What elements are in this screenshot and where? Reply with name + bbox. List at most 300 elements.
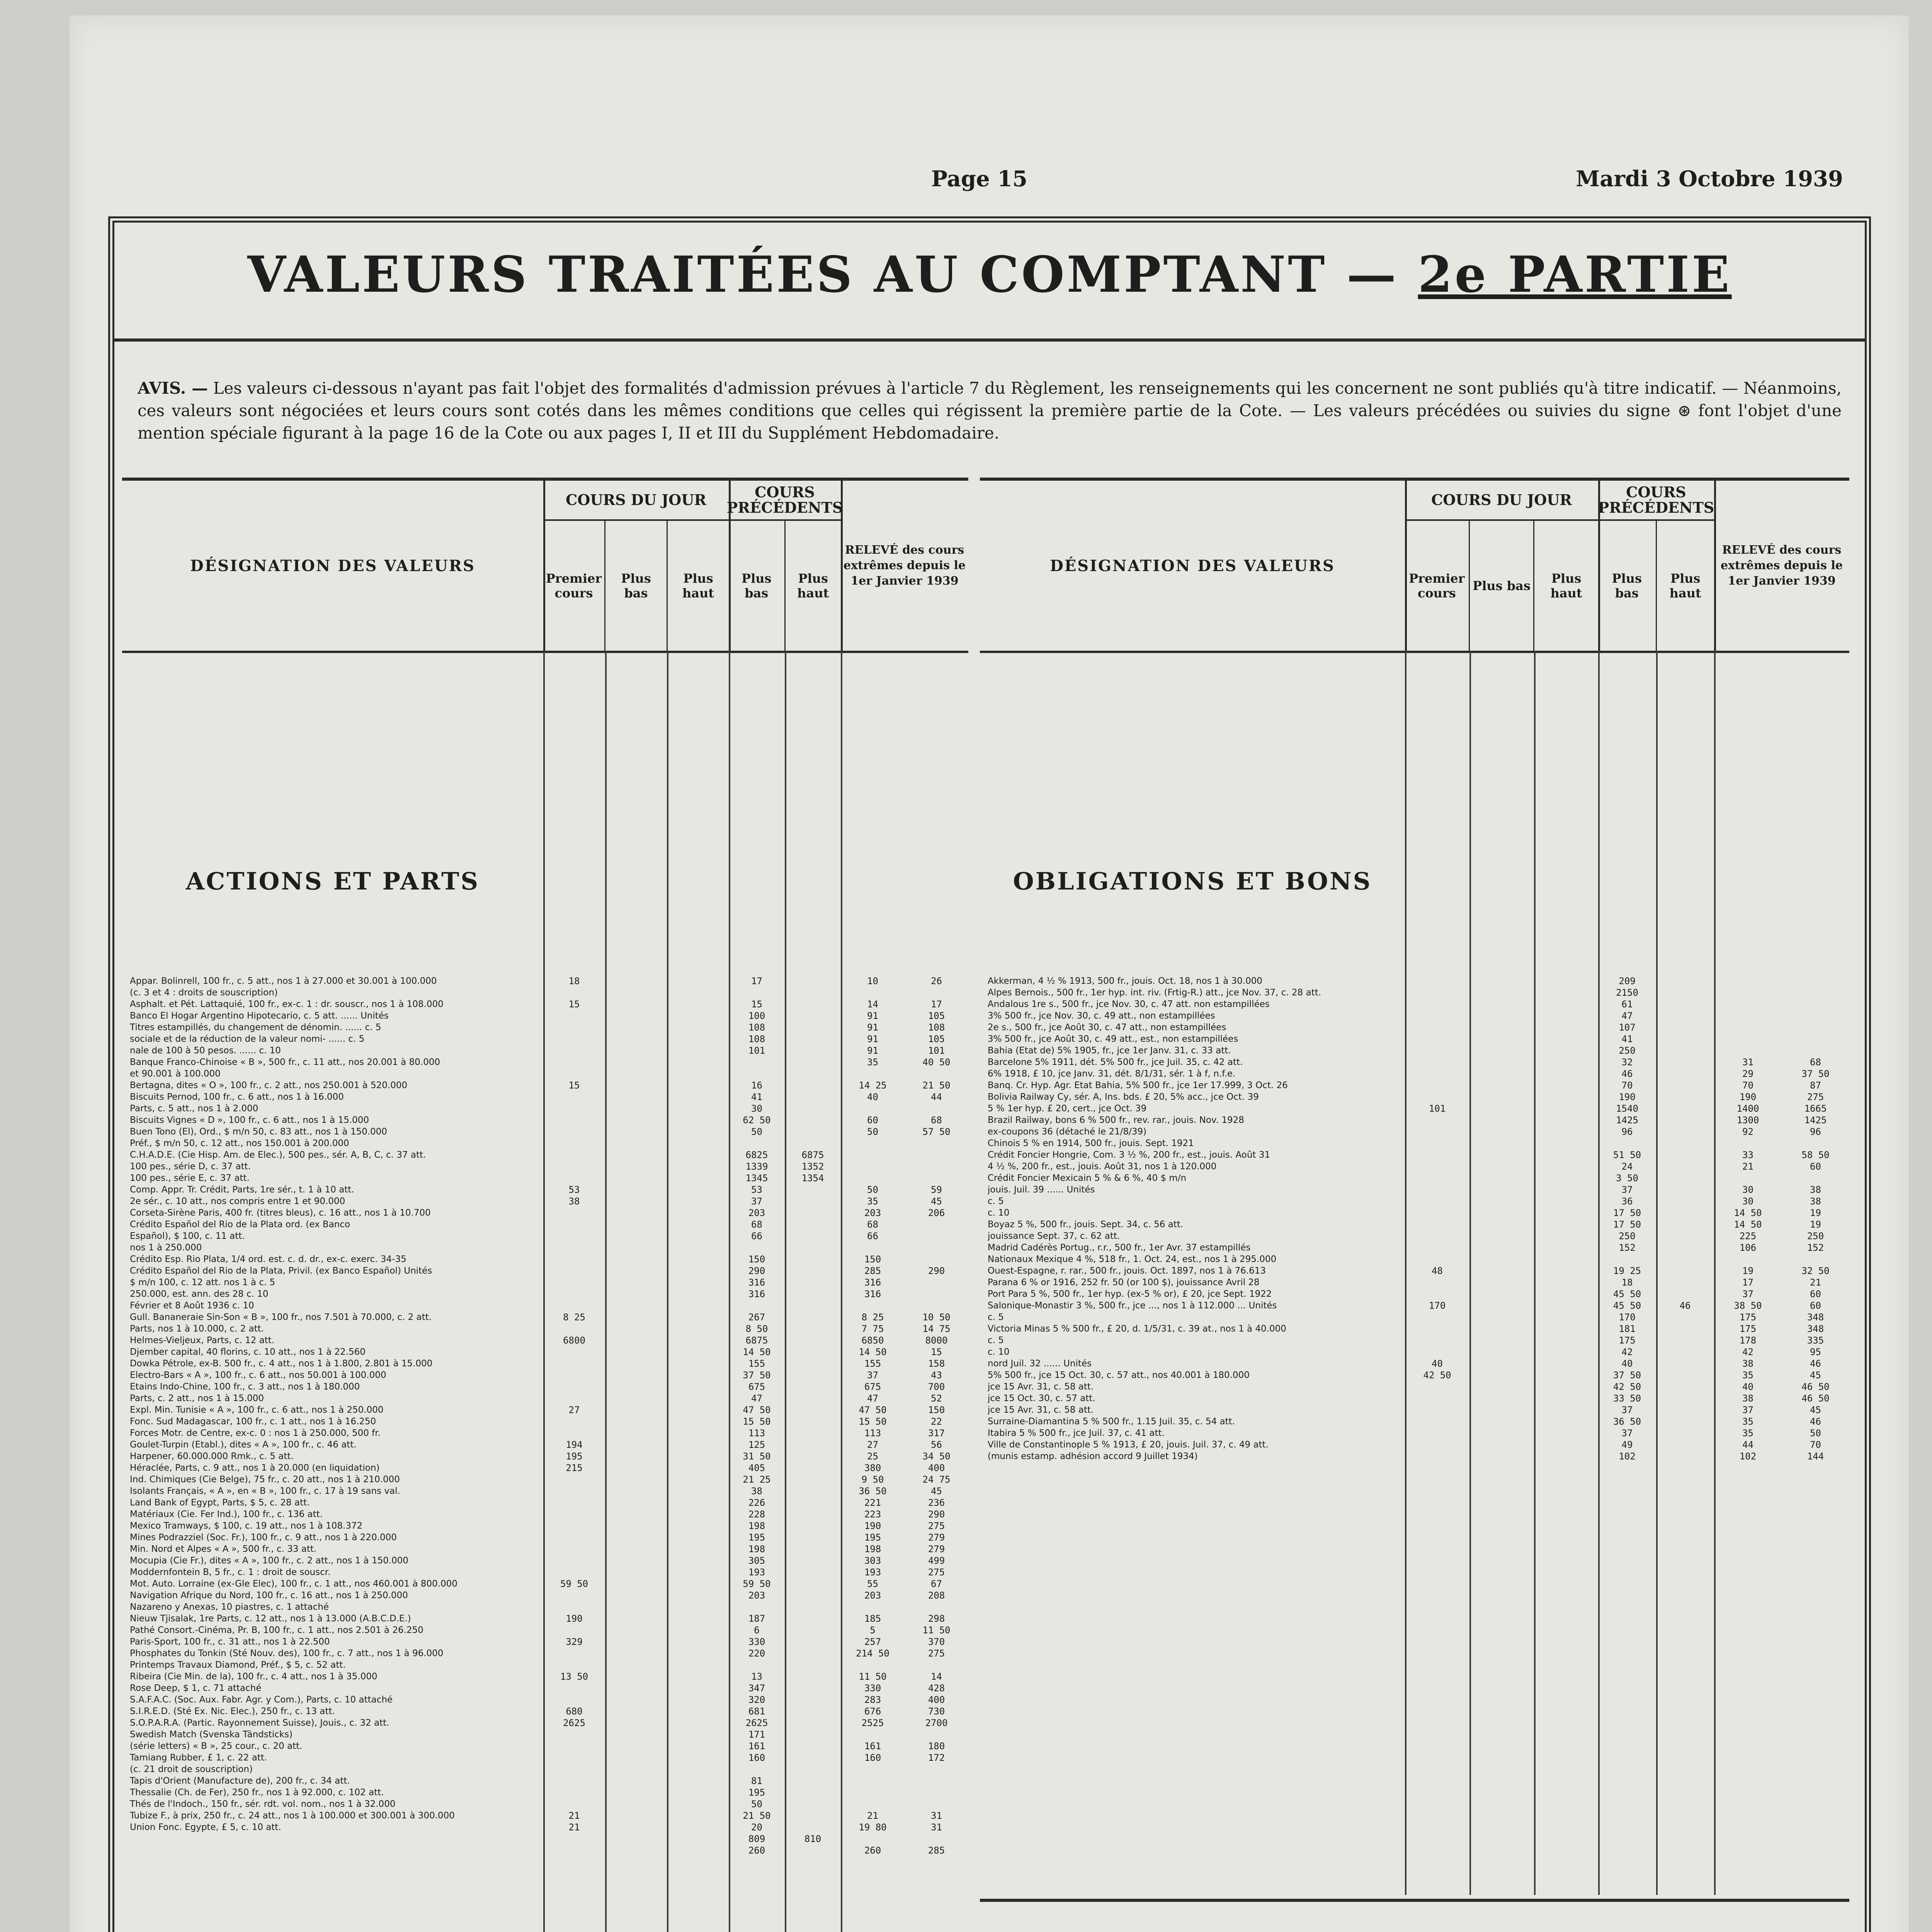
quote-value-r1: 55 <box>867 1578 878 1589</box>
security-name: Expl. Min. Tunisie « A », 100 fr., c. 6 att., nos 1 à 250.000 <box>130 1405 384 1415</box>
security-name: Matériaux (Cie. Fer Ind.), 100 fr., c. 136 att. <box>130 1509 323 1519</box>
quote-value-r1: 37 <box>1742 1289 1753 1299</box>
quote-value-r2: 60 <box>1810 1300 1821 1311</box>
security-name: Tapis d'Orient (Manufacture de), 200 fr., c. 34 att. <box>130 1776 350 1786</box>
quote-value-r1: 91 <box>867 1022 878 1033</box>
quote-value-r2: 290 <box>928 1265 945 1276</box>
quote-value-r1: 160 <box>864 1752 881 1763</box>
security-name: Etains Indo-Chine, 100 fr., c. 3 att., nos 1 à 180.000 <box>130 1382 360 1392</box>
quote-value-pb: 290 <box>748 1265 765 1276</box>
quote-row <box>980 1335 1849 1346</box>
quote-value-ph: 1352 <box>801 1161 824 1172</box>
quote-value-r1: 50 <box>867 1184 878 1195</box>
security-name: Biscuits Pernod, 100 fr., c. 6 att., nos 1 à 16.000 <box>130 1092 344 1102</box>
quote-value-pb: 38 <box>751 1486 762 1497</box>
quote-value-p: 59 50 <box>560 1578 588 1589</box>
quote-row <box>122 1706 968 1717</box>
quote-value-r1: 193 <box>864 1567 881 1578</box>
security-name: $ m/n 100, c. 12 att. nos 1 à c. 5 <box>130 1277 276 1287</box>
quote-value-pb: 107 <box>1619 1022 1636 1033</box>
security-name: Crédit Foncier Mexicain 5 % & 6 %, 40 $ m/n <box>988 1173 1187 1183</box>
quote-row <box>122 1207 968 1219</box>
quote-value-r2: 96 <box>1810 1126 1821 1137</box>
security-name: Pathé Consort.-Cinéma, Pr. B, 100 fr., c. 1 att., nos 2.501 à 26.250 <box>130 1625 423 1635</box>
quote-value-pb: 37 <box>1621 1184 1633 1195</box>
quote-value-r2: 499 <box>928 1555 945 1566</box>
quote-row <box>122 1543 968 1555</box>
quote-row <box>122 975 968 987</box>
quote-value-p: 13 50 <box>560 1671 588 1682</box>
right-plus-bas-header: Plus bas <box>1470 521 1535 651</box>
quote-value-pb: 195 <box>748 1532 765 1543</box>
quote-value-pb: 198 <box>748 1520 765 1531</box>
quote-row <box>980 1114 1849 1126</box>
quote-row <box>980 1253 1849 1265</box>
quote-row <box>122 1219 968 1230</box>
quote-row <box>122 1439 968 1451</box>
quote-row <box>122 1566 968 1578</box>
quote-value-r2: 19 <box>1810 1208 1821 1218</box>
quote-value-r2: 26 <box>931 976 942 986</box>
security-name: jce 15 Avr. 31, c. 58 att. <box>988 1382 1094 1392</box>
security-name: Forces Motr. de Centre, ex-c. 0 : nos 1 à 250.000, 500 fr. <box>130 1428 381 1438</box>
security-name: c. 5 <box>988 1335 1004 1345</box>
quote-row <box>980 1381 1849 1393</box>
security-name: Nieuw Tjisalak, 1re Parts, c. 12 att., nos 1 à 13.000 (A.B.C.D.E.) <box>130 1614 411 1624</box>
quote-value-pb: 150 <box>748 1254 765 1265</box>
quote-value-r1: 47 50 <box>859 1405 887 1415</box>
security-name: Héraclée, Parts, c. 9 att., nos 1 à 20.000 (en liquidation) <box>130 1463 380 1473</box>
security-name: Phosphates du Tonkin (Sté Nouv. des), 100 fr., c. 7 att., nos 1 à 96.000 <box>130 1648 444 1658</box>
quote-row <box>122 1474 968 1485</box>
quote-value-pb: 113 <box>748 1428 765 1439</box>
quote-value-r1: 214 50 <box>856 1648 889 1659</box>
left-cours-prec-title: COURS PRÉCÉDENTS <box>729 481 841 521</box>
quote-value-ph: 6875 <box>801 1150 824 1160</box>
quote-value-r2: 67 <box>931 1578 942 1589</box>
quote-value-r2: 206 <box>928 1208 945 1218</box>
security-name: Ouest-Espagne, r. rar., 500 fr., jouis. Oct. 1897, nos 1 à 76.613 <box>988 1266 1266 1276</box>
quote-value-pb: 1345 <box>745 1173 768 1184</box>
quote-value-r1: 195 <box>864 1532 881 1543</box>
quote-value-r2: 40 50 <box>922 1057 951 1068</box>
quote-value-r2: 50 <box>1810 1428 1821 1439</box>
quote-value-r1: 223 <box>864 1509 881 1520</box>
quote-value-r2: 68 <box>931 1115 942 1126</box>
right-premier-header: Premier cours <box>1405 521 1470 651</box>
quote-row <box>122 1810 968 1821</box>
notices-title <box>980 1902 1849 1932</box>
quote-value-r1: 260 <box>864 1845 881 1856</box>
quote-row <box>980 1358 1849 1369</box>
quote-value-pb: 203 <box>748 1208 765 1218</box>
quote-row <box>122 1613 968 1624</box>
quote-value-pb: 18 <box>1621 1277 1633 1288</box>
quote-value-r2: 34 50 <box>922 1451 951 1462</box>
quote-row <box>980 1080 1849 1091</box>
main-frame <box>108 216 1871 1932</box>
quote-value-pb: 6825 <box>745 1150 768 1160</box>
quote-value-pb: 32 <box>1621 1057 1633 1068</box>
quote-row <box>122 1161 968 1172</box>
security-name: Printemps Travaux Diamond, Préf., $ 5, c. 52 att. <box>130 1660 346 1670</box>
security-name: Boyaz 5 %, 500 fr., jouis. Sept. 34, c. 56 att. <box>988 1219 1184 1230</box>
left-prec-haut-header: Plus haut <box>797 571 829 600</box>
security-name: Bertagna, dites « O », 100 fr., c. 2 att., nos 250.001 à 520.000 <box>130 1080 408 1090</box>
quote-row <box>122 1601 968 1613</box>
quote-row <box>122 1091 968 1103</box>
quote-value-r1: 303 <box>864 1555 881 1566</box>
quote-row <box>122 1393 968 1404</box>
quote-value-pb: 2625 <box>745 1718 768 1728</box>
quote-row <box>980 1149 1849 1161</box>
quote-value-ph: 46 <box>1679 1300 1691 1311</box>
quote-row <box>122 1775 968 1787</box>
quote-row <box>980 1207 1849 1219</box>
quote-value-pb: 51 50 <box>1613 1150 1641 1160</box>
quote-value-pb: 267 <box>748 1312 765 1323</box>
quote-row <box>980 1172 1849 1184</box>
quote-value-pb: 1425 <box>1616 1115 1638 1126</box>
quote-value-r2: 46 50 <box>1801 1381 1830 1392</box>
quote-value-r1: 175 <box>1739 1323 1757 1334</box>
notice-lead: AVIS. — <box>138 379 208 398</box>
quote-value-r2: 428 <box>928 1683 945 1694</box>
security-name: Banq. Cr. Hyp. Agr. Etat Bahia, 5% 500 fr., jce 1er 17.999, 3 Oct. 26 <box>988 1080 1288 1090</box>
quote-value-pb: 37 50 <box>743 1370 771 1381</box>
right-cours-jour-group <box>1405 481 1600 651</box>
quote-value-r2: 348 <box>1807 1312 1824 1323</box>
quote-row <box>980 1416 1849 1427</box>
quote-value-p: 215 <box>566 1463 583 1473</box>
right-designation-header: DÉSIGNATION DES VALEURS <box>980 481 1407 651</box>
security-name: Crédito Esp. Rio Plata, 1/4 ord. est. c. d. dr., ex-c. exerc. 34-35 <box>130 1254 406 1264</box>
quote-value-pb: 41 <box>1621 1034 1633 1044</box>
quote-value-r2: 17 <box>931 999 942 1010</box>
quote-row <box>980 1045 1849 1056</box>
quote-value-r1: 92 <box>1742 1126 1753 1137</box>
quote-row <box>122 1636 968 1648</box>
quote-value-r2: 19 <box>1810 1219 1821 1230</box>
quote-value-r2: 172 <box>928 1752 945 1763</box>
quote-value-r1: 178 <box>1739 1335 1757 1346</box>
quote-value-r2: 21 <box>1810 1277 1821 1288</box>
security-name: Banco El Hogar Argentino Hipotecario, c. 5 att. ...... Unités <box>130 1011 389 1021</box>
quote-row <box>122 1033 968 1045</box>
quote-row <box>122 1648 968 1659</box>
quote-value-pb: 33 50 <box>1613 1393 1641 1404</box>
quote-value-r1: 330 <box>864 1683 881 1694</box>
quote-value-pb: 170 <box>1619 1312 1636 1323</box>
quote-value-pb: 24 <box>1621 1161 1633 1172</box>
quote-value-r2: 45 <box>931 1486 942 1497</box>
quote-value-r1: 7 75 <box>861 1323 884 1334</box>
quote-value-p: 190 <box>566 1613 583 1624</box>
left-plus-haut-header: Plus haut <box>682 571 714 600</box>
quote-value-r2: 68 <box>1810 1057 1821 1068</box>
quote-value-pb: 405 <box>748 1463 765 1473</box>
quote-value-r1: 14 50 <box>1734 1219 1762 1230</box>
quote-value-r1: 44 <box>1742 1439 1753 1450</box>
quote-row <box>980 1369 1849 1381</box>
security-name: nord Juil. 32 ...... Unités <box>988 1359 1092 1369</box>
security-name: Moddernfontein B, 5 fr., c. 1 : droit de souscr. <box>130 1567 331 1577</box>
quote-value-r1: 50 <box>867 1126 878 1137</box>
quote-row <box>122 1114 968 1126</box>
company-notices <box>980 1899 1849 1932</box>
security-name: Mexico Tramways, $ 100, c. 19 att., nos 1 à 108.372 <box>130 1521 363 1531</box>
quote-value-pb: 21 25 <box>743 1474 771 1485</box>
quote-row <box>980 1068 1849 1080</box>
quote-value-r1: 37 <box>1742 1405 1753 1415</box>
quote-value-r2: 2700 <box>925 1718 948 1728</box>
quote-value-r1: 150 <box>864 1254 881 1265</box>
quote-row <box>980 1393 1849 1404</box>
page-sheet <box>70 15 1909 1932</box>
title-rule <box>114 338 1865 342</box>
security-name: (c. 21 droit de souscription) <box>130 1764 253 1774</box>
quote-row <box>980 1288 1849 1300</box>
quote-value-pb: 175 <box>1619 1335 1636 1346</box>
quote-row <box>122 1729 968 1740</box>
left-premier-header: Premier cours <box>543 521 605 651</box>
quote-value-r1: 38 <box>1742 1358 1753 1369</box>
quote-value-r2: 275 <box>928 1520 945 1531</box>
quote-value-r2: 208 <box>928 1590 945 1601</box>
quote-value-r1: 2525 <box>861 1718 884 1728</box>
security-name: S.O.P.A.R.A. (Partic. Rayonnement Suisse), Jouis., c. 32 att. <box>130 1718 389 1728</box>
quote-value-p: 38 <box>568 1196 580 1207</box>
quote-value-r2: 400 <box>928 1694 945 1705</box>
security-name: Brazil Railway, bons 6 % 500 fr., rev. rar., jouis. Nov. 1928 <box>988 1115 1244 1125</box>
security-name: jouissance Sept. 37, c. 62 att. <box>988 1231 1120 1241</box>
quote-row <box>122 1080 968 1091</box>
security-name: 3% 500 fr., jce Nov. 30, c. 49 att., non estampillées <box>988 1011 1215 1021</box>
quote-value-pb: 47 50 <box>743 1405 771 1415</box>
quote-row <box>122 1532 968 1543</box>
quote-row <box>122 1845 968 1856</box>
quote-value-r1: 35 <box>1742 1428 1753 1439</box>
quote-value-r2: 15 <box>931 1347 942 1357</box>
left-table-header <box>122 481 968 653</box>
quote-row <box>980 1184 1849 1196</box>
quote-row <box>122 1590 968 1601</box>
quote-value-r1: 35 <box>1742 1370 1753 1381</box>
quote-value-pb: 21 50 <box>743 1810 771 1821</box>
quote-value-r2: 158 <box>928 1358 945 1369</box>
security-name: nos 1 à 250.000 <box>130 1243 202 1253</box>
left-rows <box>122 975 968 1856</box>
security-name: Bolivia Railway Cy, sér. A, Ins. bds. £ 20, 5% acc., jce Oct. 39 <box>988 1092 1259 1102</box>
quote-value-r1: 29 <box>1742 1068 1753 1079</box>
quote-value-r2: 1425 <box>1804 1115 1827 1126</box>
quote-value-ph: 1354 <box>801 1173 824 1184</box>
quote-value-r2: 180 <box>928 1741 945 1752</box>
security-name: Parana 6 % or 1916, 252 fr. 50 (or 100 $), jouissance Avril 28 <box>988 1277 1260 1287</box>
quote-value-p: 40 <box>1432 1358 1443 1369</box>
security-name: 2e s., 500 fr., jce Août 30, c. 47 att., non estampillées <box>988 1022 1226 1032</box>
security-name: Tubize F., à prix, 250 fr., c. 24 att., nos 1 à 100.000 et 300.001 à 300.000 <box>130 1811 455 1821</box>
security-name: Chinois 5 % en 1914, 500 fr., jouis. Sept. 1921 <box>988 1138 1194 1148</box>
quote-value-r2: 31 <box>931 1810 942 1821</box>
quote-value-pb: 220 <box>748 1648 765 1659</box>
quote-value-r2: 298 <box>928 1613 945 1624</box>
quote-value-r2: 279 <box>928 1544 945 1554</box>
quote-value-r2: 285 <box>928 1845 945 1856</box>
quote-value-pb: 42 <box>1621 1347 1633 1357</box>
quote-row <box>122 1358 968 1369</box>
security-name: Min. Nord et Alpes « A », 500 fr., c. 33 att. <box>130 1544 317 1554</box>
security-name: C.H.A.D.E. (Cie Hisp. Am. de Elec.), 500 pes., sér. A, B, C, c. 37 att. <box>130 1150 426 1160</box>
security-name: Ind. Chimiques (Cie Belge), 75 fr., c. 20 att., nos 1 à 210.000 <box>130 1475 400 1485</box>
quote-value-pb: 13 <box>751 1671 762 1682</box>
quote-value-r1: 19 80 <box>859 1822 887 1833</box>
quote-value-r1: 285 <box>864 1265 881 1276</box>
security-name: Salonique-Monastir 3 %, 500 fr., jce ..., nos 1 à 112.000 ... Unités <box>988 1301 1277 1311</box>
quote-value-r1: 676 <box>864 1706 881 1717</box>
quote-row <box>122 1300 968 1311</box>
quote-value-pb: 260 <box>748 1845 765 1856</box>
quote-value-p: 48 <box>1432 1265 1443 1276</box>
quote-value-r1: 190 <box>1739 1092 1757 1102</box>
page-date: Mardi 3 Octobre 1939 <box>1576 166 1843 192</box>
quote-value-r1: 106 <box>1739 1242 1757 1253</box>
left-releve-header: RELEVÉ des cours extrêmes depuis le 1er Janvier 1939 <box>844 543 966 588</box>
quote-row <box>980 1091 1849 1103</box>
quote-value-r1: 113 <box>864 1428 881 1439</box>
security-name: Mocupia (Cie Fr.), dites « A », 100 fr., c. 2 att., nos 1 à 150.000 <box>130 1556 409 1566</box>
quote-value-r1: 38 <box>1742 1393 1753 1404</box>
quote-value-r1: 675 <box>864 1381 881 1392</box>
quote-value-r2: 37 50 <box>1801 1068 1830 1079</box>
security-name: Akkerman, 4 ½ % 1913, 500 fr., jouis. Oct. 18, nos 1 à 30.000 <box>988 976 1262 986</box>
quote-value-r1: 155 <box>864 1358 881 1369</box>
quote-row <box>980 1242 1849 1253</box>
quote-value-r2: 279 <box>928 1532 945 1543</box>
quote-value-p: 170 <box>1429 1300 1446 1311</box>
security-name: Comp. Appr. Tr. Crédit, Parts, 1re sér., t. 1 à 10 att. <box>130 1185 354 1195</box>
quote-value-pb: 40 <box>1621 1358 1633 1369</box>
quote-row <box>122 1335 968 1346</box>
quote-row <box>122 1427 968 1439</box>
security-name: jce 15 Avr. 31, c. 58 att. <box>988 1405 1094 1415</box>
quote-value-r1: 225 <box>1739 1231 1757 1242</box>
security-name: Préf., $ m/n 50, c. 12 att., nos 150.001 à 200.000 <box>130 1138 349 1148</box>
quote-row <box>980 1323 1849 1335</box>
quote-value-r1: 380 <box>864 1463 881 1473</box>
quote-value-r1: 36 50 <box>859 1486 887 1497</box>
security-name: c. 10 <box>988 1208 1010 1218</box>
quote-value-p: 42 50 <box>1423 1370 1451 1381</box>
quote-value-r2: 24 75 <box>922 1474 951 1485</box>
security-name: Paris-Sport, 100 fr., c. 31 att., nos 1 à 22.500 <box>130 1637 330 1647</box>
security-name: 5 % 1er hyp. £ 20, cert., jce Oct. 39 <box>988 1104 1147 1114</box>
right-cours-prec-group <box>1598 481 1716 651</box>
quote-value-pb: 59 50 <box>743 1578 771 1589</box>
security-name: Dowka Pétrole, ex-B. 500 fr., c. 4 att., nos 1 à 1.800, 2.801 à 15.000 <box>130 1359 433 1369</box>
quote-value-r2: 57 50 <box>922 1126 951 1137</box>
right-rows <box>980 975 1849 1462</box>
security-name: Parts, c. 2 att., nos 1 à 15.000 <box>130 1393 264 1403</box>
right-column <box>980 478 1849 1932</box>
quote-value-p: 27 <box>568 1405 580 1415</box>
quote-value-pb: 330 <box>748 1636 765 1647</box>
quote-value-p: 53 <box>568 1184 580 1195</box>
quote-value-p: 2625 <box>563 1718 585 1728</box>
quote-value-r1: 37 <box>867 1370 878 1381</box>
quote-value-p: 15 <box>568 999 580 1010</box>
quote-value-r2: 46 <box>1810 1416 1821 1427</box>
quote-value-pb: 31 50 <box>743 1451 771 1462</box>
quote-value-p: 15 <box>568 1080 580 1091</box>
quote-value-pb: 46 <box>1621 1068 1633 1079</box>
quote-value-pb: 70 <box>1621 1080 1633 1091</box>
quote-value-r1: 14 50 <box>859 1347 887 1357</box>
quote-row <box>122 1509 968 1520</box>
quote-value-r2: 52 <box>931 1393 942 1404</box>
quote-value-r2: 105 <box>928 1034 945 1044</box>
quote-value-pb: 15 50 <box>743 1416 771 1427</box>
security-name: 3% 500 fr., jce Août 30, c. 49 att., est., non estampillées <box>988 1034 1238 1044</box>
quote-value-r1: 70 <box>1742 1080 1753 1091</box>
left-plus-bas-header: Plus bas <box>605 521 668 651</box>
security-name: (série letters) « B », 25 cour., c. 20 att. <box>130 1741 303 1751</box>
quote-value-r1: 21 <box>867 1810 878 1821</box>
quote-value-pb: 36 50 <box>1613 1416 1641 1427</box>
quote-value-ph: 810 <box>804 1833 821 1844</box>
quote-value-pb: 100 <box>748 1010 765 1021</box>
quote-value-pb: 53 <box>751 1184 762 1195</box>
quote-value-pb: 37 <box>1621 1428 1633 1439</box>
security-name: Madrid Cadérès Portug., r.r., 500 fr., 1er Avr. 37 estampillés <box>988 1243 1251 1253</box>
security-name: 2e sér., c. 10 att., nos compris entre 1 et 90.000 <box>130 1196 345 1206</box>
security-name: Barcelone 5% 1911, dét. 5% 500 fr., jce Juil. 35, c. 42 att. <box>988 1057 1243 1067</box>
quote-row <box>122 1555 968 1566</box>
quote-row <box>122 1821 968 1833</box>
quote-value-r1: 21 <box>1742 1161 1753 1172</box>
quote-value-r2: 45 <box>1810 1405 1821 1415</box>
security-name: Alpes Bernois., 500 fr., 1er hyp. int. riv. (Frtig-R.) att., jce Nov. 37, c. 28 att. <box>988 988 1321 998</box>
quote-value-r2: 150 <box>928 1405 945 1415</box>
security-name: Crédit Foncier Hongrie, Com. 3 ½ %, 200 fr., est., jouis. Août 31 <box>988 1150 1270 1160</box>
security-name: S.I.R.E.D. (Sté Ex. Nic. Elec.), 250 fr., c. 13 att. <box>130 1706 335 1716</box>
quote-value-r2: 87 <box>1810 1080 1821 1091</box>
left-cours-jour-group <box>543 481 731 651</box>
quote-row <box>980 987 1849 998</box>
quote-value-r2: 335 <box>1807 1335 1824 1346</box>
quote-value-pb: 347 <box>748 1683 765 1694</box>
quote-value-r1: 91 <box>867 1034 878 1044</box>
quote-value-pb: 61 <box>1621 999 1633 1010</box>
quote-value-r2: 59 <box>931 1184 942 1195</box>
left-section-title: ACTIONS ET PARTS <box>185 867 480 895</box>
quote-value-r2: 370 <box>928 1636 945 1647</box>
quote-row <box>980 1404 1849 1416</box>
quote-row <box>980 1056 1849 1068</box>
quote-value-pb: 1339 <box>745 1161 768 1172</box>
security-name: Ribeira (Cie Min. de la), 100 fr., c. 4 att., nos 1 à 35.000 <box>130 1672 378 1682</box>
quote-value-pb: 20 <box>751 1822 762 1833</box>
quote-value-r1: 9 50 <box>861 1474 884 1485</box>
quote-value-r1: 68 <box>867 1219 878 1230</box>
quote-value-r1: 30 <box>1742 1196 1753 1207</box>
quote-value-r2: 38 <box>1810 1184 1821 1195</box>
quote-value-r2: 22 <box>931 1416 942 1427</box>
quote-value-p: 21 <box>568 1810 580 1821</box>
quote-value-r1: 1300 <box>1736 1115 1759 1126</box>
quote-row <box>122 1172 968 1184</box>
quote-value-r1: 175 <box>1739 1312 1757 1323</box>
